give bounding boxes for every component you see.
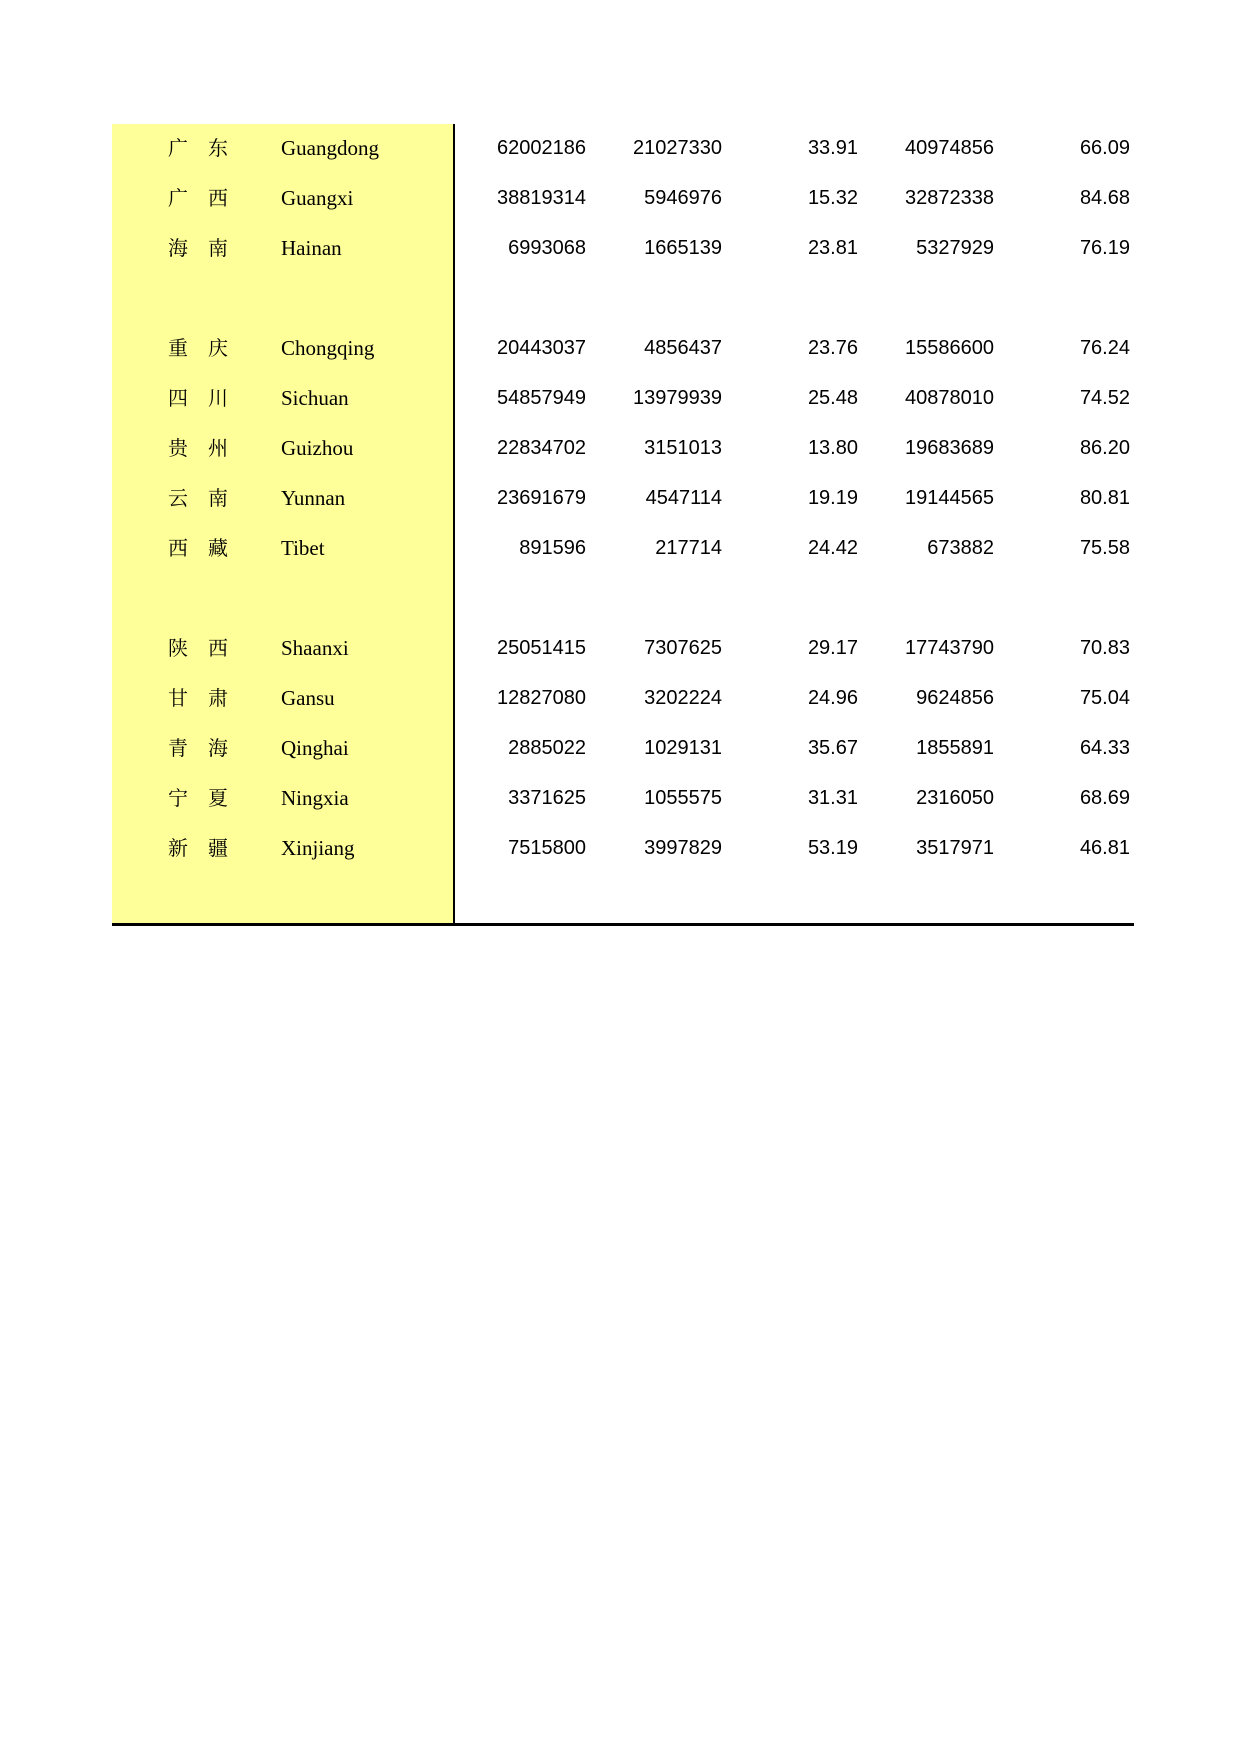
region-name-english: Sichuan xyxy=(281,386,349,410)
value-b: 1855891 xyxy=(916,737,994,759)
value-a: 1665139 xyxy=(644,237,722,259)
value-a: 4856437 xyxy=(644,337,722,359)
region-name-chinese: 宁夏 xyxy=(168,786,248,810)
table-row xyxy=(112,324,1134,374)
group-spacer xyxy=(112,274,1134,324)
total-value: 3371625 xyxy=(508,787,586,809)
value-b: 9624856 xyxy=(916,687,994,709)
value-b: 3517971 xyxy=(916,837,994,859)
region-name-english: Gansu xyxy=(281,686,335,710)
region-name-chinese: 重庆 xyxy=(168,336,248,360)
region-name-chinese: 广西 xyxy=(168,186,248,210)
table-row xyxy=(112,824,1134,874)
table-row xyxy=(112,724,1134,774)
value-a: 5946976 xyxy=(644,187,722,209)
percent-b: 80.81 xyxy=(1079,487,1130,509)
total-value: 891596 xyxy=(519,537,586,559)
percent-a: 29.17 xyxy=(807,637,858,659)
percent-b: 86.20 xyxy=(1079,437,1130,459)
table-row xyxy=(112,774,1134,824)
region-name-english: Guangxi xyxy=(281,186,354,210)
percent-b: 64.33 xyxy=(1079,737,1130,759)
value-a: 21027330 xyxy=(633,137,722,159)
percent-b: 70.83 xyxy=(1079,637,1130,659)
table-row xyxy=(112,174,1134,224)
region-name-english: Ningxia xyxy=(281,786,349,810)
region-name-english: Shaanxi xyxy=(281,636,349,660)
value-a: 3997829 xyxy=(644,837,722,859)
total-value: 38819314 xyxy=(497,187,586,209)
value-a: 7307625 xyxy=(644,637,722,659)
value-b: 5327929 xyxy=(916,237,994,259)
percent-b: 66.09 xyxy=(1079,137,1130,159)
table-row xyxy=(112,474,1134,524)
percent-b: 68.69 xyxy=(1079,787,1130,809)
total-value: 7515800 xyxy=(508,837,586,859)
value-a: 3202224 xyxy=(644,687,722,709)
table-row xyxy=(112,224,1134,274)
region-name-chinese: 西藏 xyxy=(168,536,248,560)
value-b: 2316050 xyxy=(916,787,994,809)
percent-a: 13.80 xyxy=(807,437,858,459)
percent-b: 74.52 xyxy=(1079,387,1130,409)
value-b: 17743790 xyxy=(905,637,994,659)
region-name-chinese: 贵州 xyxy=(168,436,248,460)
table-row xyxy=(112,124,1134,174)
table-row xyxy=(112,374,1134,424)
value-a: 1055575 xyxy=(644,787,722,809)
percent-a: 15.32 xyxy=(807,187,858,209)
value-b: 19683689 xyxy=(905,437,994,459)
region-name-english: Hainan xyxy=(281,236,342,260)
percent-a: 19.19 xyxy=(807,487,858,509)
value-b: 673882 xyxy=(927,537,994,559)
total-value: 23691679 xyxy=(497,487,586,509)
table-row xyxy=(112,674,1134,724)
percent-a: 25.48 xyxy=(807,387,858,409)
region-name-chinese: 新疆 xyxy=(168,836,248,860)
region-name-chinese: 云南 xyxy=(168,486,248,510)
region-name-chinese: 广东 xyxy=(168,136,248,160)
region-name-chinese: 海南 xyxy=(168,236,248,260)
total-value: 20443037 xyxy=(497,337,586,359)
percent-a: 24.42 xyxy=(807,537,858,559)
value-b: 40878010 xyxy=(905,387,994,409)
region-name-chinese: 四川 xyxy=(168,386,248,410)
group-spacer xyxy=(112,574,1134,624)
percent-a: 35.67 xyxy=(807,737,858,759)
total-value: 25051415 xyxy=(497,637,586,659)
percent-b: 46.81 xyxy=(1079,837,1130,859)
value-b: 40974856 xyxy=(905,137,994,159)
region-name-english: Qinghai xyxy=(281,736,349,760)
region-name-chinese: 陕西 xyxy=(168,636,248,660)
region-name-chinese: 青海 xyxy=(168,736,248,760)
region-name-english: Guizhou xyxy=(281,436,354,460)
region-name-english: Chongqing xyxy=(281,336,375,360)
value-a: 4547114 xyxy=(645,487,722,509)
region-name-chinese: 甘肃 xyxy=(168,686,248,710)
value-b: 15586600 xyxy=(905,337,994,359)
total-value: 12827080 xyxy=(497,687,586,709)
percent-a: 53.19 xyxy=(807,837,858,859)
total-value: 6993068 xyxy=(508,237,586,259)
region-name-english: Tibet xyxy=(281,536,325,560)
table-body xyxy=(112,124,1134,874)
percent-a: 31.31 xyxy=(807,787,858,809)
table-bottom-rule xyxy=(112,923,1134,926)
total-value: 22834702 xyxy=(497,437,586,459)
region-name-english: Xinjiang xyxy=(281,836,355,860)
total-value: 2885022 xyxy=(508,737,586,759)
percent-a: 23.76 xyxy=(807,337,858,359)
total-value: 62002186 xyxy=(497,137,586,159)
table-row xyxy=(112,424,1134,474)
table-row xyxy=(112,624,1134,674)
table-row xyxy=(112,524,1134,574)
percent-a: 24.96 xyxy=(807,687,858,709)
percent-a: 23.81 xyxy=(807,237,858,259)
value-a: 217714 xyxy=(655,537,722,559)
percent-b: 75.04 xyxy=(1079,687,1130,709)
region-name-english: Yunnan xyxy=(281,486,346,510)
percent-b: 75.58 xyxy=(1079,537,1130,559)
value-a: 13979939 xyxy=(633,387,722,409)
total-value: 54857949 xyxy=(497,387,586,409)
percent-a: 33.91 xyxy=(807,137,858,159)
value-a: 1029131 xyxy=(644,737,722,759)
value-a: 3151013 xyxy=(644,437,722,459)
population-table xyxy=(112,124,1134,924)
percent-b: 76.24 xyxy=(1079,337,1130,359)
value-b: 32872338 xyxy=(905,187,994,209)
region-name-english: Guangdong xyxy=(281,136,379,160)
percent-b: 76.19 xyxy=(1079,237,1130,259)
percent-b: 84.68 xyxy=(1079,187,1130,209)
value-b: 19144565 xyxy=(905,487,994,509)
